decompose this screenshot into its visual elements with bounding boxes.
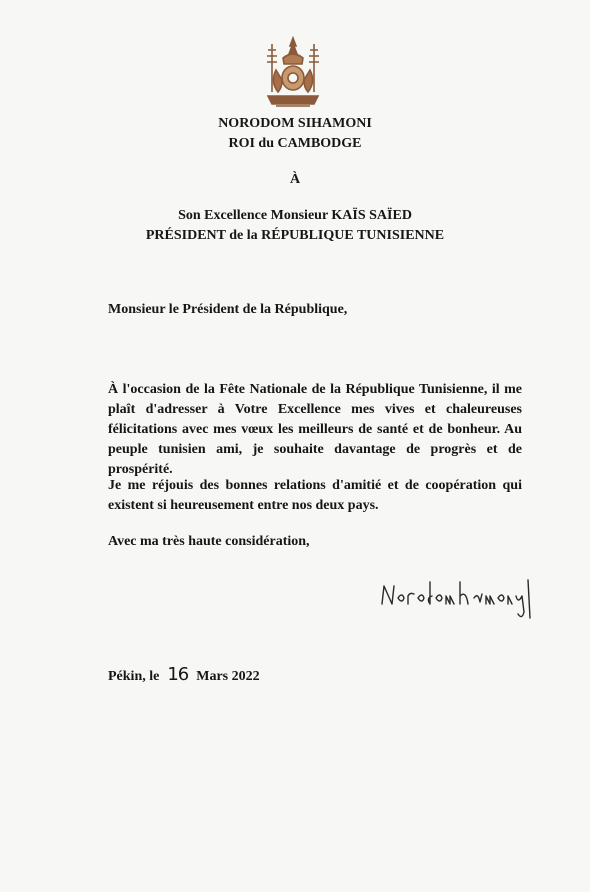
handwritten-signature-icon bbox=[378, 574, 538, 622]
addressee-marker: À bbox=[289, 172, 301, 187]
place-date bbox=[108, 664, 260, 685]
date-month-year: Mars 2022 bbox=[196, 669, 260, 684]
body-paragraph-1: À l'occasion de la Fête Nationale de la République Tunisienne, il me plaît d'adresser à Votre Excellence mes vives et chaleureuses félicitations avec mes vœux les meilleurs de santé et de bonheur. Au peuple tunisien ami, je souhaite davantage de progrès et de prospérité. bbox=[108, 382, 522, 477]
body-paragraph-2: Je me réjouis des bonnes relations d'amitié et de coopération qui existent si heureusement entre nos deux pays. bbox=[108, 478, 522, 513]
date-day-handwritten: 16 bbox=[167, 664, 189, 685]
recipient-line-1: Son Excellence Monsieur KAÏS SAÏED bbox=[178, 208, 412, 223]
sender-name: NORODOM SIHAMONI bbox=[218, 116, 372, 131]
sender-title: ROI du CAMBODGE bbox=[228, 136, 362, 151]
royal-crest-icon bbox=[258, 36, 328, 112]
date-prefix: Pékin, le bbox=[108, 669, 160, 684]
salutation: Monsieur le Président de la République, bbox=[108, 302, 348, 317]
closing-formula: Avec ma très haute considération, bbox=[108, 534, 310, 549]
recipient-line-2: PRÉSIDENT de la RÉPUBLIQUE TUNISIENNE bbox=[145, 228, 445, 243]
